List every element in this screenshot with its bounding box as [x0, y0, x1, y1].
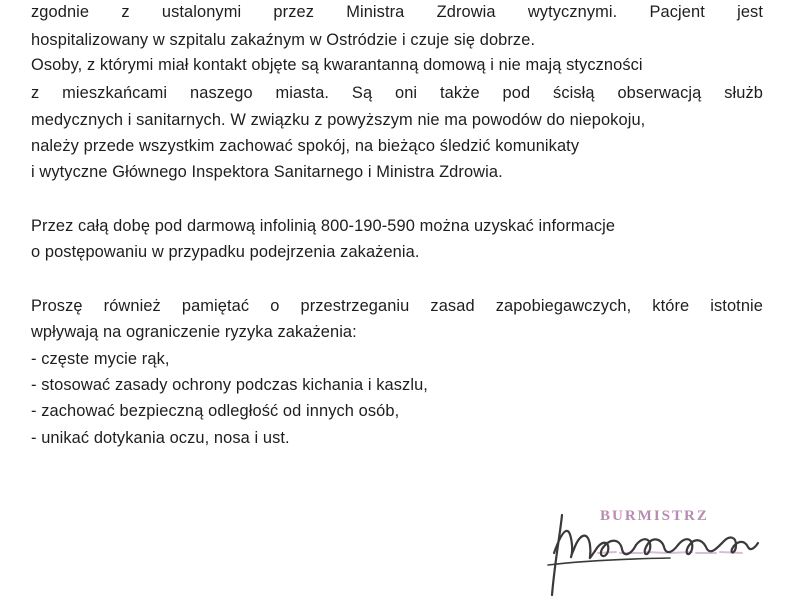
- list-item-sneezing-rules: - stosować zasady ochrony podczas kichania i kaszlu,: [31, 376, 428, 394]
- body-line-4: z mieszkańcami naszego miasta. Są oni także pod ścisłą obserwacją służb: [31, 84, 763, 102]
- mayor-signature: [540, 505, 780, 600]
- body-line-3: Osoby, z którymi miał kontakt objęte są kwarantanną domową i nie mają styczności: [31, 56, 643, 74]
- body-line-7: i wytyczne Głównego Inspektora Sanitarnego i Ministra Zdrowia.: [31, 163, 503, 181]
- list-item-avoid-touching: - unikać dotykania oczu, nosa i ust.: [31, 429, 290, 447]
- prevention-paragraph-line-1: Proszę również pamiętać o przestrzeganiu zasad zapobiegawczych, które istotnie: [31, 297, 763, 315]
- body-line-1: zgodnie z ustalonymi przez Ministra Zdrowia wytycznymi. Pacjent jest: [31, 3, 763, 21]
- infoline-paragraph-line-1: Przez całą dobę pod darmową infolinią 800-190-590 można uzyskać informacje: [31, 217, 616, 235]
- body-line-6: należy przede wszystkim zachować spokój, na bieżąco śledzić komunikaty: [31, 137, 580, 155]
- infoline-paragraph-line-2: o postępowaniu w przypadku podejrzenia zakażenia.: [31, 243, 420, 261]
- body-line-2: hospitalizowany w szpitalu zakaźnym w Ostródzie i czuje się dobrze.: [31, 31, 536, 49]
- list-item-hand-washing: - częste mycie rąk,: [31, 350, 170, 368]
- list-item-safe-distance: - zachować bezpieczną odległość od innych osób,: [31, 402, 400, 420]
- body-line-5: medycznych i sanitarnych. W związku z powyższym nie ma powodów do niepokoju,: [31, 111, 646, 129]
- prevention-paragraph-line-2: wpływają na ograniczenie ryzyka zakażenia:: [31, 323, 357, 341]
- stamp-title: BURMISTRZ: [600, 508, 709, 524]
